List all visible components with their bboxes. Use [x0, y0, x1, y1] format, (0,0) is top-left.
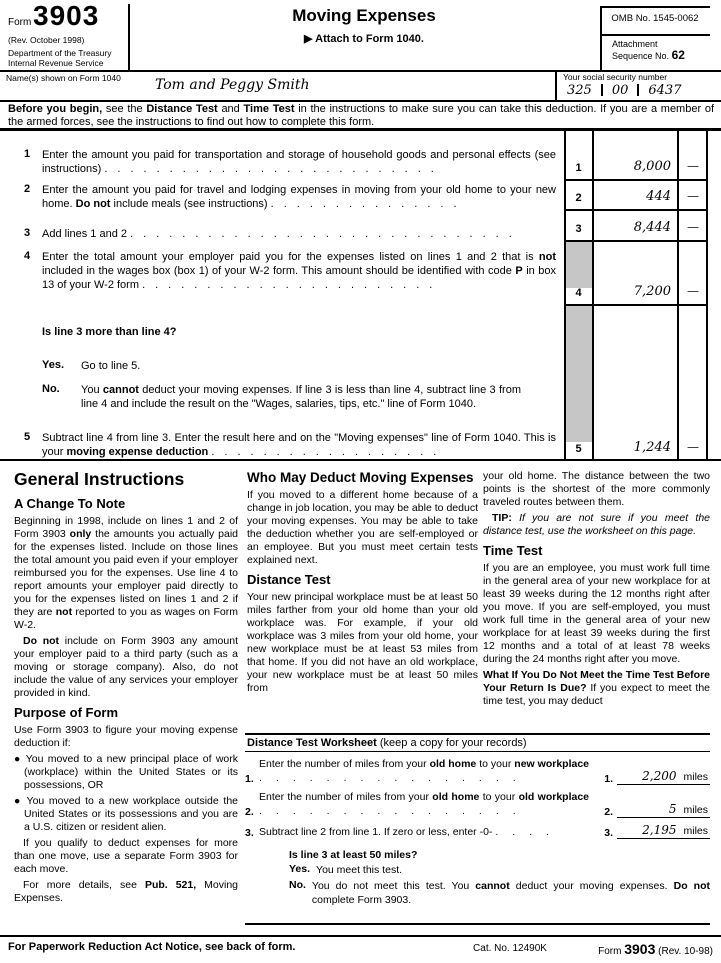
worksheet-heading [245, 735, 710, 752]
yes-label: Yes. [42, 359, 65, 371]
worksheet-no-text: You do not meet this test. You cannot deduct your moving expenses. Do not complete Form 3903. [311, 880, 710, 906]
worksheet-line1-number: 1. [245, 773, 254, 785]
change-to-note-paragraph-1: Beginning in 1998, include on lines 1 and 2 of Form 3903 only the amounts you actually paid for the expenses listed. Include on those lines the total amount you paid even if your employer reimbursed you for the expenses. Use line 4 to report amounts your employer paid directly to you for the expenses listed on lines 1 and 2 if they are not reported to you as wages on Form W-2. [14, 515, 238, 631]
form-word-label: Form [8, 17, 32, 28]
instructions-right-column [483, 470, 710, 711]
ssn-box-divider [555, 70, 557, 100]
ssn-separator [637, 84, 639, 96]
omb-box-top-border [600, 6, 710, 8]
line5-box-number: 5 [575, 443, 582, 455]
table-hline [564, 240, 708, 242]
distance-test-paragraph-2: your old home. The distance between the two points is the shortest of the more commonly traveled routes between them. [483, 470, 710, 508]
shaded-cell [565, 305, 592, 442]
footer-form-revision: (Rev. 10-98) [658, 946, 713, 957]
footer-rule [0, 935, 721, 937]
purpose-paragraph-2: If you qualify to deduct expenses for more than one move, use a separate Form 3903 for each move. [14, 837, 238, 875]
table-hline [564, 304, 708, 306]
worksheet-no-answer [289, 879, 710, 907]
line1-number: 1 [24, 148, 31, 160]
worksheet-row-1 [245, 757, 710, 785]
shaded-cell [565, 241, 592, 288]
worksheet-line3-number: 3. [245, 827, 254, 839]
form-title: Moving Expenses [292, 6, 436, 25]
ssn-field-value[interactable] [567, 82, 681, 98]
purpose-bullet-1: ● You moved to a new principal place of work (workplace) within the United States or its possessions, OR [14, 753, 238, 791]
name-field-label: Name(s) shown on Form 1040 [6, 73, 121, 83]
yes-text: Go to line 5. [81, 360, 141, 372]
omb-number: OMB No. 1545-0062 [611, 13, 699, 24]
line3-cents[interactable]: — [687, 220, 699, 234]
ssn-separator [601, 84, 603, 96]
line2-cents[interactable]: — [687, 189, 699, 203]
instructions-left-column [14, 470, 238, 908]
before-you-begin-notice: Before you begin, see the Distance Test and Time Test in the instructions to make sure you can take this deduction. If you are a member of the armed forces, see the instructions to find out how to complete this form. [8, 103, 714, 128]
worksheet-yes-label: Yes. [289, 863, 311, 875]
worksheet-question: Is line 3 at least 50 miles? [289, 849, 418, 861]
footer-form-number: 3903 [624, 941, 656, 957]
line5-text: Subtract line 4 from line 3. Enter the result here and on the "Moving expenses" line of Form 1040. This is your moving expense deduction .................. [42, 432, 556, 458]
general-instructions-title: General Instructions [14, 469, 185, 489]
purpose-of-form-title: Purpose of Form [14, 705, 119, 720]
agency-line-1: Department of the Treasury [8, 48, 112, 58]
line4-amount[interactable]: 7,200 [633, 284, 671, 299]
worksheet-line2-text: Enter the number of miles from your old home to your old workplace ................ [259, 791, 590, 817]
purpose-paragraph-3: For more details, see Pub. 521, Moving Expenses. [14, 879, 239, 904]
worksheet-line2-number: 2. [245, 806, 254, 818]
who-may-deduct-title: Who May Deduct Moving Expenses [247, 470, 474, 485]
worksheet-line1-value[interactable]: 2,200 [642, 769, 677, 783]
line2-box-number: 2 [575, 192, 582, 204]
worksheet-line3-entry[interactable] [617, 823, 710, 839]
form-lines-table [0, 131, 721, 461]
worksheet-line2-value[interactable]: 5 [668, 802, 677, 816]
line5-number: 5 [24, 431, 31, 443]
line3-vs-line4-question: Is line 3 more than line 4? [42, 326, 177, 338]
who-may-deduct-paragraph: If you moved to a different home because of a change in job location, you may be able to deduct your moving expenses. You may be able to take the deduction whether you are self-employed or an employee. But you must meet certain tests explained next. [247, 489, 478, 566]
worksheet-line1-entry[interactable] [617, 769, 710, 785]
worksheet-title: Distance Test Worksheet [247, 737, 377, 749]
line5-cents[interactable]: — [687, 440, 699, 454]
attachment-sequence [612, 39, 685, 62]
line2-number: 2 [24, 183, 31, 195]
ssn-part-1: 325 [567, 83, 592, 98]
line4-cents[interactable]: — [687, 284, 699, 298]
time-test-title: Time Test [483, 543, 543, 558]
sequence-number: 62 [671, 48, 685, 62]
line3-number: 3 [24, 227, 31, 239]
time-test-paragraph-1: If you are an employee, you must work full time in the general area of your new workplace for at least 39 weeks during the 12 months right after you move. If you are self-employed, you must work full time in the general area of your new workplace for at least 39 weeks during the first 12 months and a total of at least 78 weeks during the 24 months right after you move. [483, 562, 710, 665]
sequence-label: Sequence No. [612, 51, 670, 61]
worksheet-row-3 [245, 823, 710, 839]
no-text: You cannot deduct your moving expenses. If line 3 is less than line 4, subtract line 3 from line 4 and include the result on the "Wages, salaries, tips, etc." line of Form 1040. [81, 384, 521, 410]
change-to-note-paragraph-2: Do not include on Form 3903 any amount your employer paid to a third party (such as a moving or storage company). Also, do not include the value of any services your employer provided in kind. [14, 635, 238, 699]
line1-amount[interactable]: 8,000 [633, 159, 671, 174]
worksheet-line2-unit: miles [683, 804, 708, 816]
instructions-middle-column [247, 470, 478, 698]
worksheet-no-label: No. [289, 879, 306, 891]
worksheet-line2-entry[interactable] [617, 802, 710, 818]
footer-form-id [598, 941, 713, 957]
no-label: No. [42, 383, 60, 395]
agency-line-2: Internal Revenue Service [8, 58, 104, 68]
worksheet-line3-text: Subtract line 2 from line 1. If zero or less, enter -0- .... [259, 826, 564, 838]
worksheet-row-2 [245, 790, 710, 818]
ssn-part-2: 00 [611, 83, 629, 98]
line3-box-number: 3 [575, 223, 582, 235]
line4-number: 4 [24, 250, 31, 262]
form-revision: (Rev. October 1998) [8, 35, 85, 45]
line1-text: Enter the amount you paid for transportation and storage of household goods and personal effects (see instructions) .......................... [42, 149, 556, 175]
worksheet-title-note: (keep a copy for your records) [376, 737, 527, 749]
line4-text: Enter the total amount your employer paid you for the expenses listed on lines 1 and 2 that is not included in the wages box (box 1) of your W-2 form. This amount should be identified with code P in box 13 of your W-2 form ....................... [42, 251, 556, 291]
catalog-number: Cat. No. 12490K [473, 943, 547, 954]
paperwork-reduction-notice: For Paperwork Reduction Act Notice, see back of form. [8, 941, 296, 953]
distance-test-title: Distance Test [247, 572, 331, 587]
name-row-bottom-border [0, 100, 721, 102]
worksheet-line2-box-label: 2. [604, 806, 613, 818]
worksheet-line1-text: Enter the number of miles from your old home to your new workplace ................ [259, 758, 590, 784]
worksheet-line1-unit: miles [683, 771, 708, 783]
footer-form-label: Form [598, 946, 622, 957]
line2-amount[interactable]: 444 [646, 189, 671, 204]
form-number: 3903 [33, 0, 100, 31]
line5-amount[interactable]: 1,244 [633, 440, 671, 455]
line4-box-number: 4 [575, 287, 582, 299]
time-test-paragraph-2: What If You Do Not Meet the Time Test Before Your Return Is Due? If you expect to meet the time test, you may deduct [483, 669, 711, 707]
line3-text: Add lines 1 and 2 .............................. [42, 228, 522, 240]
distance-test-worksheet [245, 733, 710, 925]
name-field-value[interactable]: Tom and Peggy Smith [155, 77, 310, 93]
line1-cents[interactable]: — [687, 159, 699, 173]
ssn-field-label: Your social security number [563, 72, 668, 82]
purpose-bullet-2: ● You moved to a new workplace outside the United States or its possessions and you are a U.S. citizen or resident alien. [14, 795, 238, 833]
tip-paragraph: TIP: If you are not sure if you meet the distance test, use the worksheet on this page. [483, 512, 710, 537]
worksheet-line3-unit: miles [683, 825, 708, 837]
change-to-note-title: A Change To Note [14, 496, 126, 511]
worksheet-yes-answer [289, 863, 710, 877]
line3-amount[interactable]: 8,444 [633, 220, 671, 235]
attachment-label: Attachment [612, 39, 658, 49]
line1-box-number: 1 [575, 162, 582, 174]
omb-box-mid-border [600, 34, 710, 36]
worksheet-yes-text: You meet this test. [316, 864, 403, 876]
attach-note: ▶ Attach to Form 1040. [304, 33, 424, 45]
distance-test-paragraph-1: Your new principal workplace must be at least 50 miles farther from your old home than your old workplace was. For example, if your old workplace was 3 miles from your old home, your new workplace must be at least 53 miles from that home. If you did not have an old workplace, your new workplace must be at least 50 miles from [247, 591, 478, 694]
line2-text: Enter the amount you paid for travel and lodging expenses in moving from your old home to your new home. Do not include meals (see instructions) ............... [42, 184, 556, 210]
worksheet-line3-value[interactable]: 2,195 [642, 823, 677, 837]
worksheet-line3-box-label: 3. [604, 827, 613, 839]
worksheet-line1-box-label: 1. [604, 773, 613, 785]
table-hline [564, 179, 708, 181]
ssn-part-3: 6437 [648, 83, 682, 98]
purpose-paragraph-1: Use Form 3903 to figure your moving expense deduction if: [14, 724, 238, 749]
table-hline [564, 209, 708, 211]
